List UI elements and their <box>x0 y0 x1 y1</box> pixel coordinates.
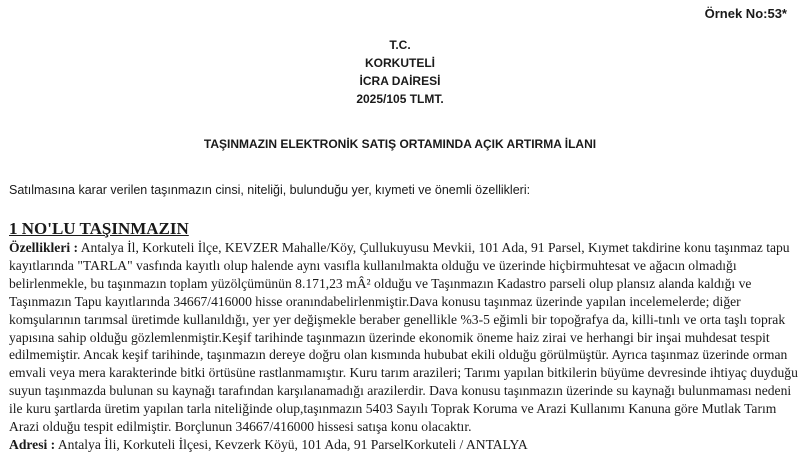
property-details <box>9 239 799 454</box>
intro-text: Satılmasına karar verilen taşınmazın cinsi, niteliği, bulunduğu yer, kıymeti ve önemli özellikleri: <box>9 183 531 197</box>
address-paragraph <box>9 436 799 454</box>
header-line-office: İCRA DAİRESİ <box>359 74 441 88</box>
address-text: Antalya İli, Korkuteli İlçesi, Kevzerk Köyü, 101 Ada, 91 ParselKorkuteli / ANTALYA <box>55 436 528 452</box>
features-paragraph <box>9 239 799 436</box>
section-heading: 1 NO'LU TAŞINMAZIN <box>9 219 189 238</box>
address-label: Adresi : <box>9 436 56 452</box>
features-text: Antalya İl, Korkuteli İlçe, KEVZER Mahalle/Köy, Çullukuyusu Mevkii, 101 Ada, 91 Parsel, Kıymet takdirine konu taşınmaz tapu kayıtlarında "TARLA" vasfında kayıtlı olup halende aynı vasıfla kullanılmakta olduğu ve üzerinde hiçbirmuhtesat ve ağacın olmadığı belirlenmekle, bu taşınmazın toplam yüzölçümünün 8.171,23 mÂ² olduğu ve Taşınmazın Kadastro parseli olup plansız alanda kaldığı ve Taşınmazın Tapu kayıtlarında 34667/416000 hisse oranındabelirlenmiştir.Dava konusu taşınmaz üzerinde yapılan incelemelerde; diğer komşularının tarımsal üretimde kullanıldığı, yer yer değişmekle beraber genellikle %3-5 eğimli bir topoğrafya da, killi-tınlı ve orta taşlı toprak yapısına sahip olduğu gözlemlenmiştir.Keşif tarihinde taşınmazın üzerinde ekonomik öneme haiz zirai ve herhangi bir inşai muhdesat tespit edilmemiştir. Ancak keşif tarihinde, taşınmazın dereye doğru olan kısmında hububat ekili olduğu görülmüştür. Ayrıca taşınmaz üzerinde orman emvali veya mera karakterinde bitki örtüsüne rastlanmamıştır. Kuru tarım arazileri; Tarımı yapılan bitkilerin büyüme devresinde ihtiyaç duyduğu suyun taşınmazda bulunan su kaynağı tarafından karşılanamadığı arazilerdir. Dava konusu taşınmazın üzerinde su kaynağı bulunmaması nedeni ile kuru şartlarda üretim yapılan tarla niteliğinde olup,taşınmazın 5403 Sayılı Toprak Koruma ve Arazi Kullanımı Kanuna göre Mutlak Tarım Arazi olduğu tespit edilmiştir. Borçlunun 34667/416000 hissesi satışa konu olacaktır. <box>9 240 798 435</box>
header-line-tc: T.C. <box>389 38 411 52</box>
document-title: TAŞINMAZIN ELEKTRONİK SATIŞ ORTAMINDA AÇIK ARTIRMA İLANI <box>203 137 597 151</box>
document-header <box>0 36 800 108</box>
header-line-file-no: 2025/105 TLMT. <box>356 92 444 106</box>
example-number: Örnek No:53* <box>704 6 787 21</box>
features-label: Özellikleri : <box>9 240 79 255</box>
header-line-city: KORKUTELİ <box>365 56 435 70</box>
